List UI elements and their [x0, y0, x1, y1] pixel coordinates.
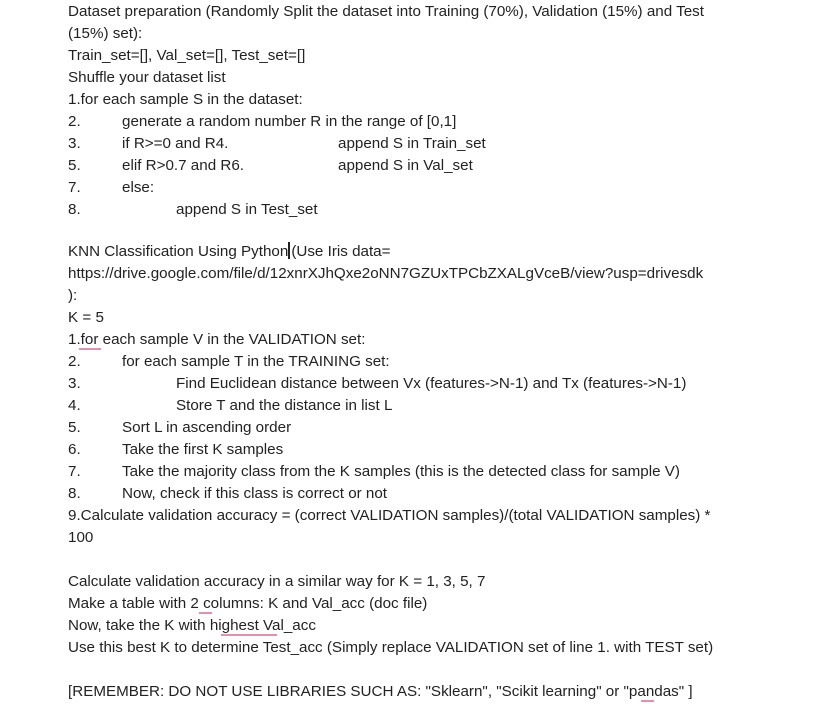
step-number: 2.	[68, 113, 81, 130]
step-text: each sample V in the VALIDATION set:	[98, 331, 366, 348]
closing-line-3: Now, take the K with highest Val_acc	[68, 617, 316, 634]
step-action: append S in Val_set	[338, 157, 473, 174]
knn-k-value: K = 5	[68, 309, 104, 326]
step-text: Sort L in ascending order	[122, 419, 292, 436]
step-text: Now, check if this class is correct or not	[122, 485, 388, 502]
dataset-init-line: Train_set=[], Val_set=[], Test_set=[]	[68, 47, 306, 64]
spellcheck-underline	[79, 348, 101, 350]
step-number: 7.	[68, 463, 81, 480]
step-number: 3.	[68, 375, 81, 392]
step-action: append S in Test_set	[176, 201, 318, 218]
text-cursor	[288, 242, 290, 259]
step-text: Store T and the distance in list L	[176, 397, 393, 414]
dataset-title-line1: Dataset preparation (Randomly Split the dataset into Training (70%), Validation (15%) and Test	[68, 3, 704, 20]
closing-line-4: Use this best K to determine Test_acc (Simply replace VALIDATION set of line 1. with TEST set)	[68, 639, 714, 656]
step-text: Take the first K samples	[122, 441, 284, 458]
step-number: 6.	[68, 441, 81, 458]
step-number: 5.	[68, 419, 81, 436]
closing-line-2: Make a table with 2 columns: K and Val_acc (doc file)	[68, 595, 428, 612]
spellcheck-underline	[641, 700, 654, 702]
knn-step-1	[68, 330, 365, 350]
step-number: 3.	[68, 135, 81, 152]
dataset-title-line2: (15%) set):	[68, 25, 143, 42]
spellcheck-underline	[221, 634, 277, 636]
spellcheck-word[interactable]: for	[80, 331, 99, 348]
step-action: append S in Train_set	[338, 135, 486, 152]
step-number: 8.	[68, 485, 81, 502]
step-text: for each sample T in the TRAINING set:	[122, 353, 390, 370]
step-text: if R>=0 and R4.	[122, 135, 229, 152]
spellcheck-underline	[199, 612, 212, 614]
step-text: else:	[122, 179, 155, 196]
closing-line-1: Calculate validation accuracy in a similar way for K = 1, 3, 5, 7	[68, 573, 486, 590]
iris-data-link[interactable]: https://drive.google.com/file/d/12xnrXJhQxe2oNN7GZUxTPCbZXALgVceB/view?usp=drivesdk	[68, 265, 704, 282]
step-number: 7.	[68, 179, 81, 196]
step-number: 2.	[68, 353, 81, 370]
step-text: Take the majority class from the K samples (this is the detected class for sample V)	[122, 463, 680, 480]
knn-title: KNN Classification Using Python	[68, 243, 289, 260]
dataset-step-1: 1.for each sample S in the dataset:	[68, 91, 303, 108]
step-text: generate a random number R in the range of [0,1]	[122, 113, 457, 130]
step-text: Find Euclidean distance between Vx (features->N-1) and Tx (features->N-1)	[176, 375, 687, 392]
knn-close-paren: ):	[68, 287, 78, 304]
dataset-shuffle-line: Shuffle your dataset list	[68, 69, 226, 86]
step-number: 8.	[68, 201, 81, 218]
knn-title-line[interactable]	[68, 242, 391, 262]
knn-title-data-note: (Use Iris data=	[291, 243, 391, 260]
step-number: 1.	[68, 331, 81, 348]
knn-step-9-line2: 100	[68, 529, 94, 546]
step-text: elif R>0.7 and R6.	[122, 157, 244, 174]
step-number: 4.	[68, 397, 81, 414]
reminder-line: [REMEMBER: DO NOT USE LIBRARIES SUCH AS: "Sklearn", "Scikit learning" or "pandas" ]	[68, 683, 693, 700]
knn-step-9-line1: 9.Calculate validation accuracy = (correct VALIDATION samples)/(total VALIDATION samples) *	[68, 507, 711, 524]
step-number: 5.	[68, 157, 81, 174]
